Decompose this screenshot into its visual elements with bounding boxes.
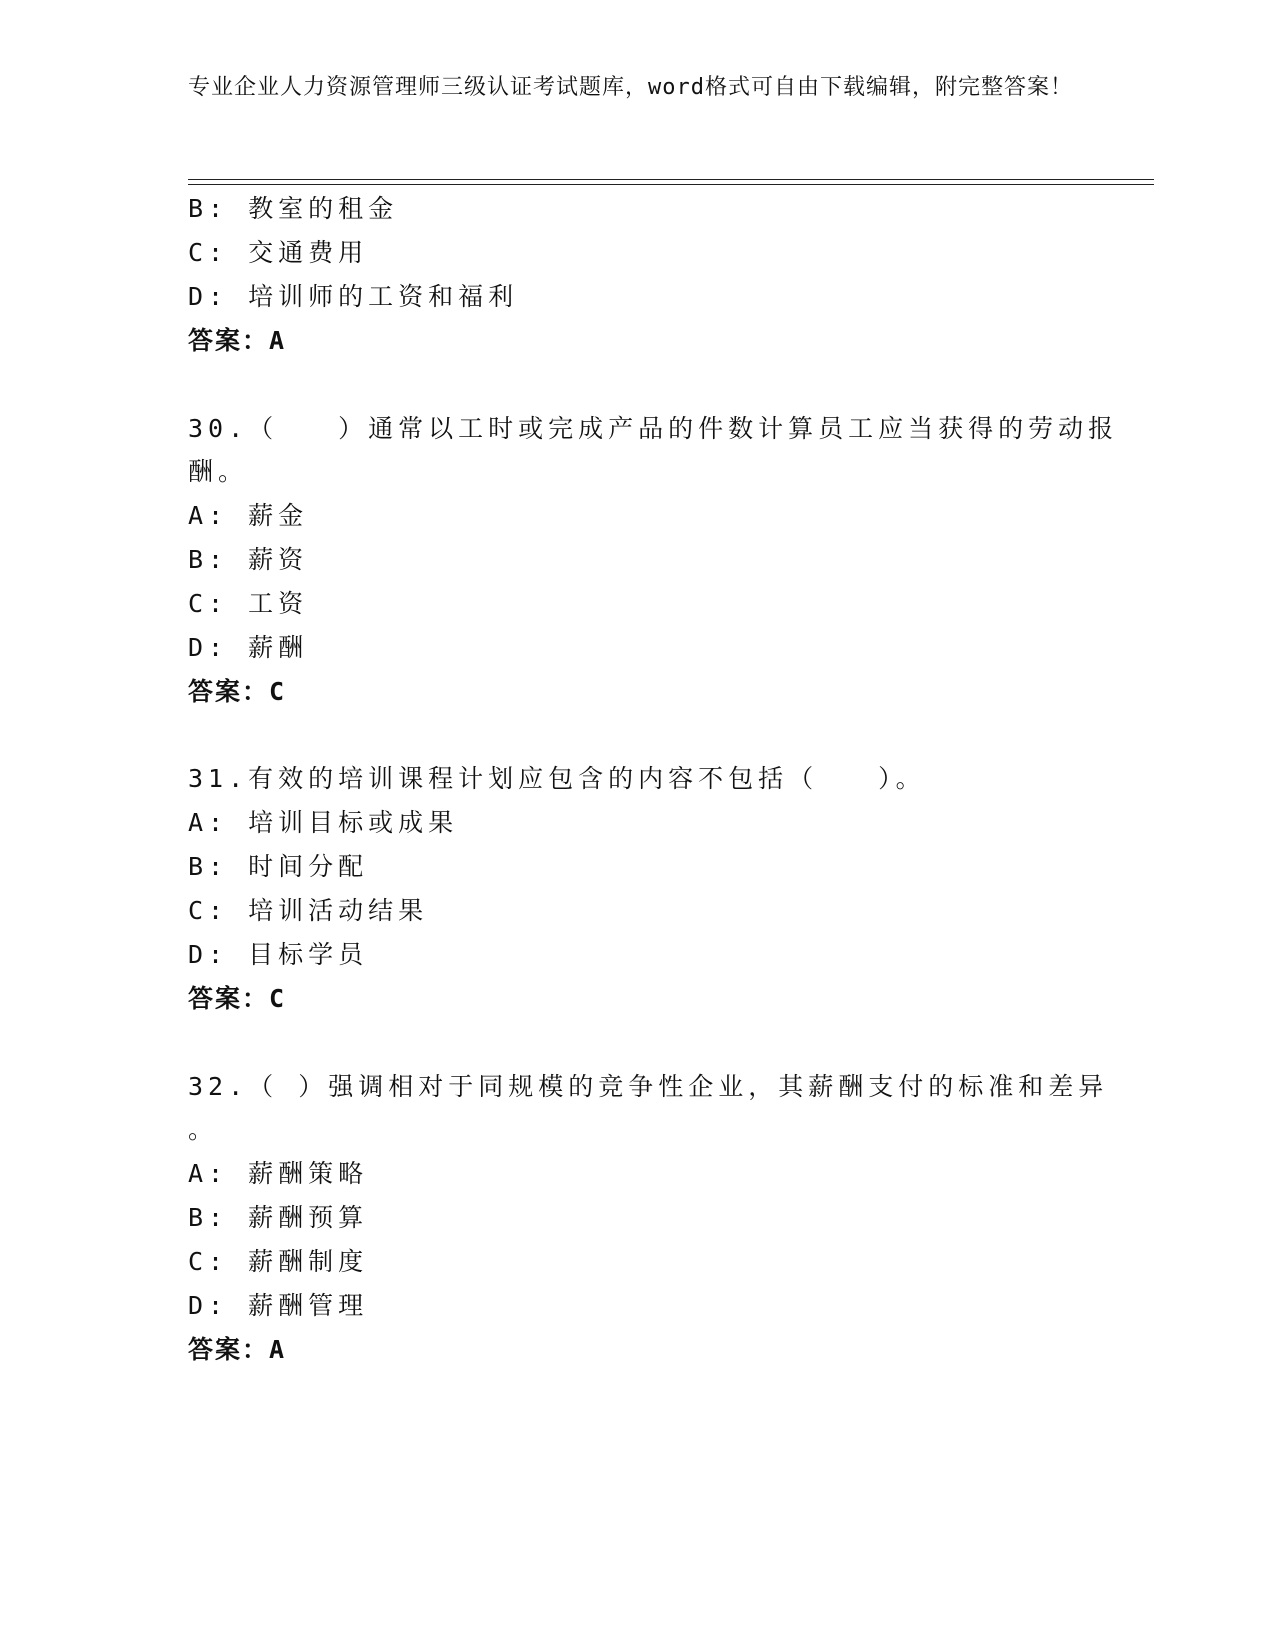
q29-option-b: B: 教室的租金 bbox=[188, 194, 399, 223]
q32-option-a: A: 薪酬策略 bbox=[188, 1159, 369, 1188]
q32-stem-line2: 。 bbox=[188, 1115, 219, 1144]
q30-option-c: C: 工资 bbox=[188, 589, 309, 618]
page-header: 专业企业人力资源管理师三级认证考试题库，word格式可自由下载编辑，附完整答案！ bbox=[188, 75, 1073, 100]
q32-option-d: D: 薪酬管理 bbox=[188, 1291, 369, 1320]
q29-option-c: C: 交通费用 bbox=[188, 238, 369, 267]
q32-answer: 答案：A bbox=[188, 1335, 287, 1364]
q32-option-b: B: 薪酬预算 bbox=[188, 1203, 369, 1232]
q30-option-a: A: 薪金 bbox=[188, 501, 309, 530]
q30-option-b: B: 薪资 bbox=[188, 545, 309, 574]
q31-option-b: B: 时间分配 bbox=[188, 852, 369, 881]
q30-answer: 答案：C bbox=[188, 677, 287, 706]
q31-option-d: D: 目标学员 bbox=[188, 940, 369, 969]
header-divider-bottom bbox=[188, 184, 1154, 185]
header-divider-top bbox=[188, 179, 1154, 180]
q31-option-a: A: 培训目标或成果 bbox=[188, 808, 459, 837]
q30-stem-line1: 30.（ ）通常以工时或完成产品的件数计算员工应当获得的劳动报 bbox=[188, 414, 1119, 443]
q32-option-c: C: 薪酬制度 bbox=[188, 1247, 369, 1276]
q30-option-d: D: 薪酬 bbox=[188, 633, 309, 662]
q29-answer: 答案：A bbox=[188, 326, 287, 355]
q31-answer: 答案：C bbox=[188, 984, 287, 1013]
q29-option-d: D: 培训师的工资和福利 bbox=[188, 282, 519, 311]
q32-stem-line1: 32.（ ）强调相对于同规模的竞争性企业，其薪酬支付的标准和差异 bbox=[188, 1072, 1109, 1101]
q30-stem-line2: 酬。 bbox=[188, 457, 249, 486]
q31-stem-line1: 31.有效的培训课程计划应包含的内容不包括（ ）。 bbox=[188, 764, 926, 793]
q31-option-c: C: 培训活动结果 bbox=[188, 896, 429, 925]
